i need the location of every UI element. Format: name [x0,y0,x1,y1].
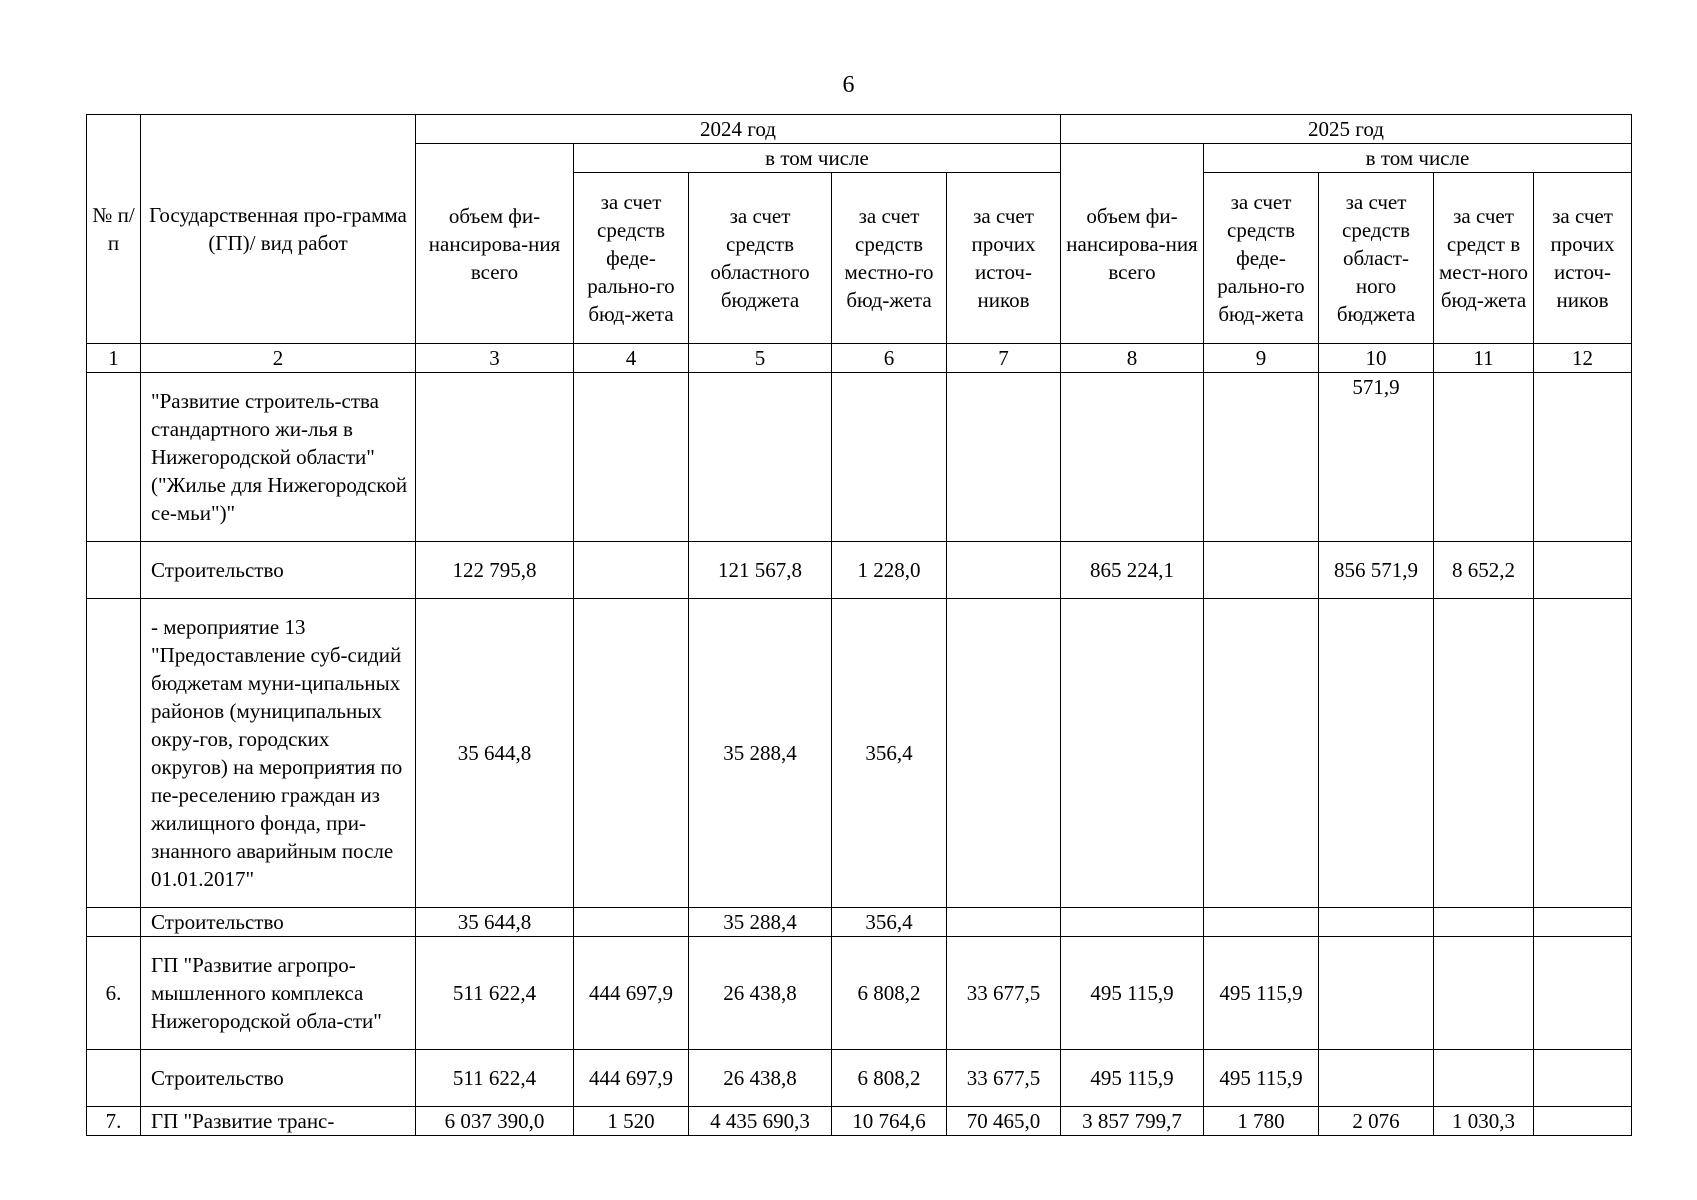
cell-value: 856 571,9 [1319,542,1434,599]
table-row [87,937,1632,1050]
cell-value: 121 567,8 [689,542,832,599]
financing-table [86,114,1632,1136]
cell-value: 6 808,2 [832,1050,947,1107]
col-number: 10 [1319,344,1434,373]
cell-value: 511 622,4 [416,937,574,1050]
row-name: ГП "Развитие транс- [141,1107,416,1136]
cell-value [1534,599,1632,908]
col-number: 4 [574,344,689,373]
cell-value: 1 030,3 [1434,1107,1534,1136]
cell-value [689,373,832,542]
header-2024-regional: за счет средств областного бюджета [689,173,832,344]
header-2025-regional: за счет средств област-ного бюджета [1319,173,1434,344]
cell-value: 495 115,9 [1204,1050,1319,1107]
cell-value [574,599,689,908]
cell-value [574,373,689,542]
col-number: 11 [1434,344,1534,373]
row-number: 7. [87,1107,141,1136]
col-number: 9 [1204,344,1319,373]
header-2024-other: за счет прочих источ-ников [947,173,1061,344]
table-row [87,908,1632,937]
header-2024-total: объем фи-нансирова-ния всего [416,144,574,344]
row-name: Строительство [141,542,416,599]
cell-value: 495 115,9 [1061,937,1204,1050]
cell-value [1534,908,1632,937]
cell-value [1434,373,1534,542]
row-number: 6. [87,937,141,1050]
cell-value [1534,542,1632,599]
header-year-2024: 2024 год [416,115,1061,144]
cell-value: 26 438,8 [689,937,832,1050]
cell-value [1204,373,1319,542]
cell-value: 511 622,4 [416,1050,574,1107]
col-number: 3 [416,344,574,373]
cell-value: 1 520 [574,1107,689,1136]
col-number: 5 [689,344,832,373]
col-number: 12 [1534,344,1632,373]
cell-value [1534,937,1632,1050]
cell-value [1434,1050,1534,1107]
cell-value [1204,599,1319,908]
cell-value [1061,908,1204,937]
header-row-years [87,115,1632,144]
cell-value [1061,599,1204,908]
header-program: Государственная про-грамма (ГП)/ вид работ [141,115,416,344]
col-number: 6 [832,344,947,373]
row-number [87,542,141,599]
row-name: ГП "Развитие агропро-мышленного комплекса Нижегородской обла-сти" [141,937,416,1050]
cell-value [574,542,689,599]
cell-value: 35 288,4 [689,599,832,908]
cell-value [1319,599,1434,908]
row-number [87,908,141,937]
row-name: "Развитие строитель-ства стандартного жи-лья в Нижегородской области" ("Жилье для Нижегородской се-мьи")" [141,373,416,542]
cell-value: 35 288,4 [689,908,832,937]
cell-value: 6 037 390,0 [416,1107,574,1136]
cell-value: 356,4 [832,908,947,937]
col-number: 2 [141,344,416,373]
cell-value: 1 228,0 [832,542,947,599]
row-name: Строительство [141,908,416,937]
cell-value [1434,937,1534,1050]
cell-value: 26 438,8 [689,1050,832,1107]
table-row [87,599,1632,908]
cell-value: 444 697,9 [574,937,689,1050]
cell-value [1434,599,1534,908]
col-number: 1 [87,344,141,373]
col-number: 8 [1061,344,1204,373]
cell-value [1534,1107,1632,1136]
cell-value [1534,1050,1632,1107]
cell-value [1204,908,1319,937]
cell-value [947,908,1061,937]
cell-value [416,373,574,542]
cell-value: 8 652,2 [1434,542,1534,599]
header-2025-local: за счет средст в мест-ного бюд-жета [1434,173,1534,344]
cell-value [1061,373,1204,542]
header-2024-including: в том числе [574,144,1061,173]
header-2024-local: за счет средств местно-го бюд-жета [832,173,947,344]
header-2025-other: за счет прочих источ-ников [1534,173,1632,344]
cell-value [1434,908,1534,937]
cell-value: 495 115,9 [1204,937,1319,1050]
cell-value: 33 677,5 [947,937,1061,1050]
col-number: 7 [947,344,1061,373]
table-row [87,373,1632,542]
cell-value [947,373,1061,542]
row-name: - мероприятие 13 "Предоставление суб-сидий бюджетам муни-ципальных районов (муниципальных окру-гов, городских округов) на мероприятия по пе-реселению граждан из жилищного фонда, при-знанного аварийным после 01.01.2017" [141,599,416,908]
header-2025-including: в том числе [1204,144,1632,173]
cell-value [947,542,1061,599]
cell-value [1204,542,1319,599]
row-name: Строительство [141,1050,416,1107]
table-row [87,1107,1632,1136]
cell-value [1319,1050,1434,1107]
page-number: 6 [842,72,855,98]
header-2024-federal: за счет средств феде-рально-го бюд-жета [574,173,689,344]
column-number-row [87,344,1632,373]
row-number [87,373,141,542]
cell-value: 35 644,8 [416,908,574,937]
cell-value: 356,4 [832,599,947,908]
header-2025-federal: за счет средств феде-рально-го бюд-жета [1204,173,1319,344]
header-year-2025: 2025 год [1061,115,1632,144]
cell-value: 122 795,8 [416,542,574,599]
row-number [87,1050,141,1107]
cell-value: 4 435 690,3 [689,1107,832,1136]
cell-value [574,908,689,937]
table-row [87,1050,1632,1107]
cell-value [947,599,1061,908]
cell-value: 571,9 [1319,373,1434,542]
cell-value [1319,908,1434,937]
row-number [87,599,141,908]
cell-value: 3 857 799,7 [1061,1107,1204,1136]
header-2025-total: объем фи-нансирова-ния всего [1061,144,1204,344]
cell-value [1534,373,1632,542]
cell-value: 865 224,1 [1061,542,1204,599]
cell-value: 35 644,8 [416,599,574,908]
table-row [87,542,1632,599]
cell-value: 70 465,0 [947,1107,1061,1136]
cell-value [1319,937,1434,1050]
cell-value: 495 115,9 [1061,1050,1204,1107]
cell-value: 1 780 [1204,1107,1319,1136]
cell-value: 2 076 [1319,1107,1434,1136]
header-num: № п/п [87,115,141,344]
cell-value [832,373,947,542]
cell-value: 10 764,6 [832,1107,947,1136]
cell-value: 444 697,9 [574,1050,689,1107]
cell-value: 33 677,5 [947,1050,1061,1107]
cell-value: 6 808,2 [832,937,947,1050]
